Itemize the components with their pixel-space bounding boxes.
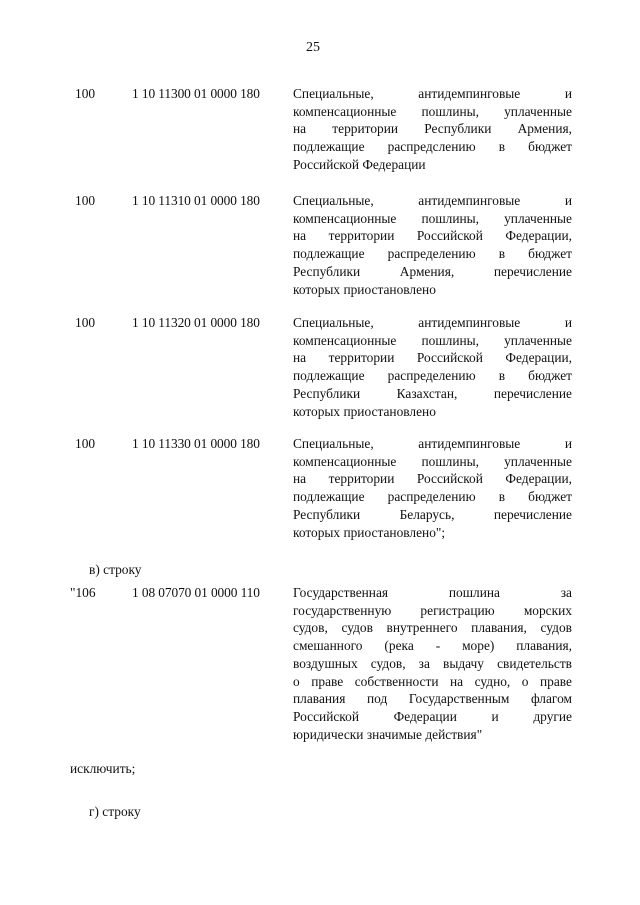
description-line: компенсационные пошлины, уплаченные bbox=[293, 210, 572, 226]
description-line: которых приостановлено"; bbox=[293, 524, 446, 540]
description-line: плавания под Государственным флагом bbox=[293, 691, 572, 707]
description-line: Республики Беларусь, перечисление bbox=[293, 506, 572, 522]
admin-code: 100 bbox=[75, 436, 96, 451]
row-description bbox=[293, 314, 572, 420]
description-line: подлежащие распределению в бюджет bbox=[293, 489, 572, 505]
description-line: которых приостановлено bbox=[293, 403, 436, 419]
row-description bbox=[293, 435, 572, 541]
row-description bbox=[293, 584, 572, 743]
admin-code: 100 bbox=[75, 315, 96, 330]
row-description bbox=[293, 85, 572, 174]
description-line: на территории Российской Федерации, bbox=[293, 228, 572, 244]
admin-code: "106 bbox=[70, 585, 96, 600]
description-line: юридически значимые действия" bbox=[293, 726, 483, 742]
budget-code: 1 08 07070 01 0000 110 bbox=[132, 585, 260, 600]
budget-code: 1 10 11320 01 0000 180 bbox=[132, 315, 260, 330]
page-number: 25 bbox=[306, 40, 320, 55]
description-line: компенсационные пошлины, уплаченные bbox=[293, 103, 572, 119]
description-line: Государственная пошлина за bbox=[293, 585, 572, 600]
note-g-line: г) строку bbox=[89, 804, 141, 819]
description-line: Республики Казахстан, перечисление bbox=[293, 385, 572, 401]
description-line: смешанного (река - море) плавания, bbox=[293, 638, 572, 654]
description-line: Специальные, антидемпинговые и bbox=[293, 315, 572, 330]
description-line: Российской Федерации bbox=[293, 156, 426, 172]
description-line: на территории Республики Армения, bbox=[293, 121, 572, 137]
description-line: компенсационные пошлины, уплаченные bbox=[293, 453, 572, 469]
description-line: Специальные, антидемпинговые и bbox=[293, 86, 572, 101]
row-description bbox=[293, 192, 572, 298]
description-line: Специальные, антидемпинговые и bbox=[293, 436, 572, 451]
description-line: Республики Армения, перечисление bbox=[293, 263, 572, 279]
budget-code: 1 10 11310 01 0000 180 bbox=[132, 193, 260, 208]
note-exclude: исключить; bbox=[70, 761, 136, 776]
description-line: на территории Российской Федерации, bbox=[293, 350, 572, 366]
description-line: судов, судов внутреннего плавания, судов bbox=[293, 620, 572, 636]
description-line: подлежащие распределению в бюджет bbox=[293, 246, 572, 262]
description-line: на территории Российской Федерации, bbox=[293, 471, 572, 487]
budget-code: 1 10 11330 01 0000 180 bbox=[132, 436, 260, 451]
description-line: подлежащие распредслению в бюджет bbox=[293, 139, 572, 155]
description-line: подлежащие распределению в бюджет bbox=[293, 368, 572, 384]
note-v-line: в) строку bbox=[89, 562, 142, 577]
description-line: воздушных судов, за выдачу свидетельств bbox=[293, 655, 572, 671]
budget-code: 1 10 11300 01 0000 180 bbox=[132, 86, 260, 101]
admin-code: 100 bbox=[75, 86, 96, 101]
description-line: Специальные, антидемпинговые и bbox=[293, 193, 572, 208]
description-line: компенсационные пошлины, уплаченные bbox=[293, 332, 572, 348]
description-line: государственную регистрацию морских bbox=[293, 602, 572, 618]
description-line: Российской Федерации и другие bbox=[293, 708, 572, 724]
description-line: которых приостановлено bbox=[293, 281, 436, 297]
admin-code: 100 bbox=[75, 193, 96, 208]
description-line: о праве собственности на судно, о праве bbox=[293, 673, 572, 689]
